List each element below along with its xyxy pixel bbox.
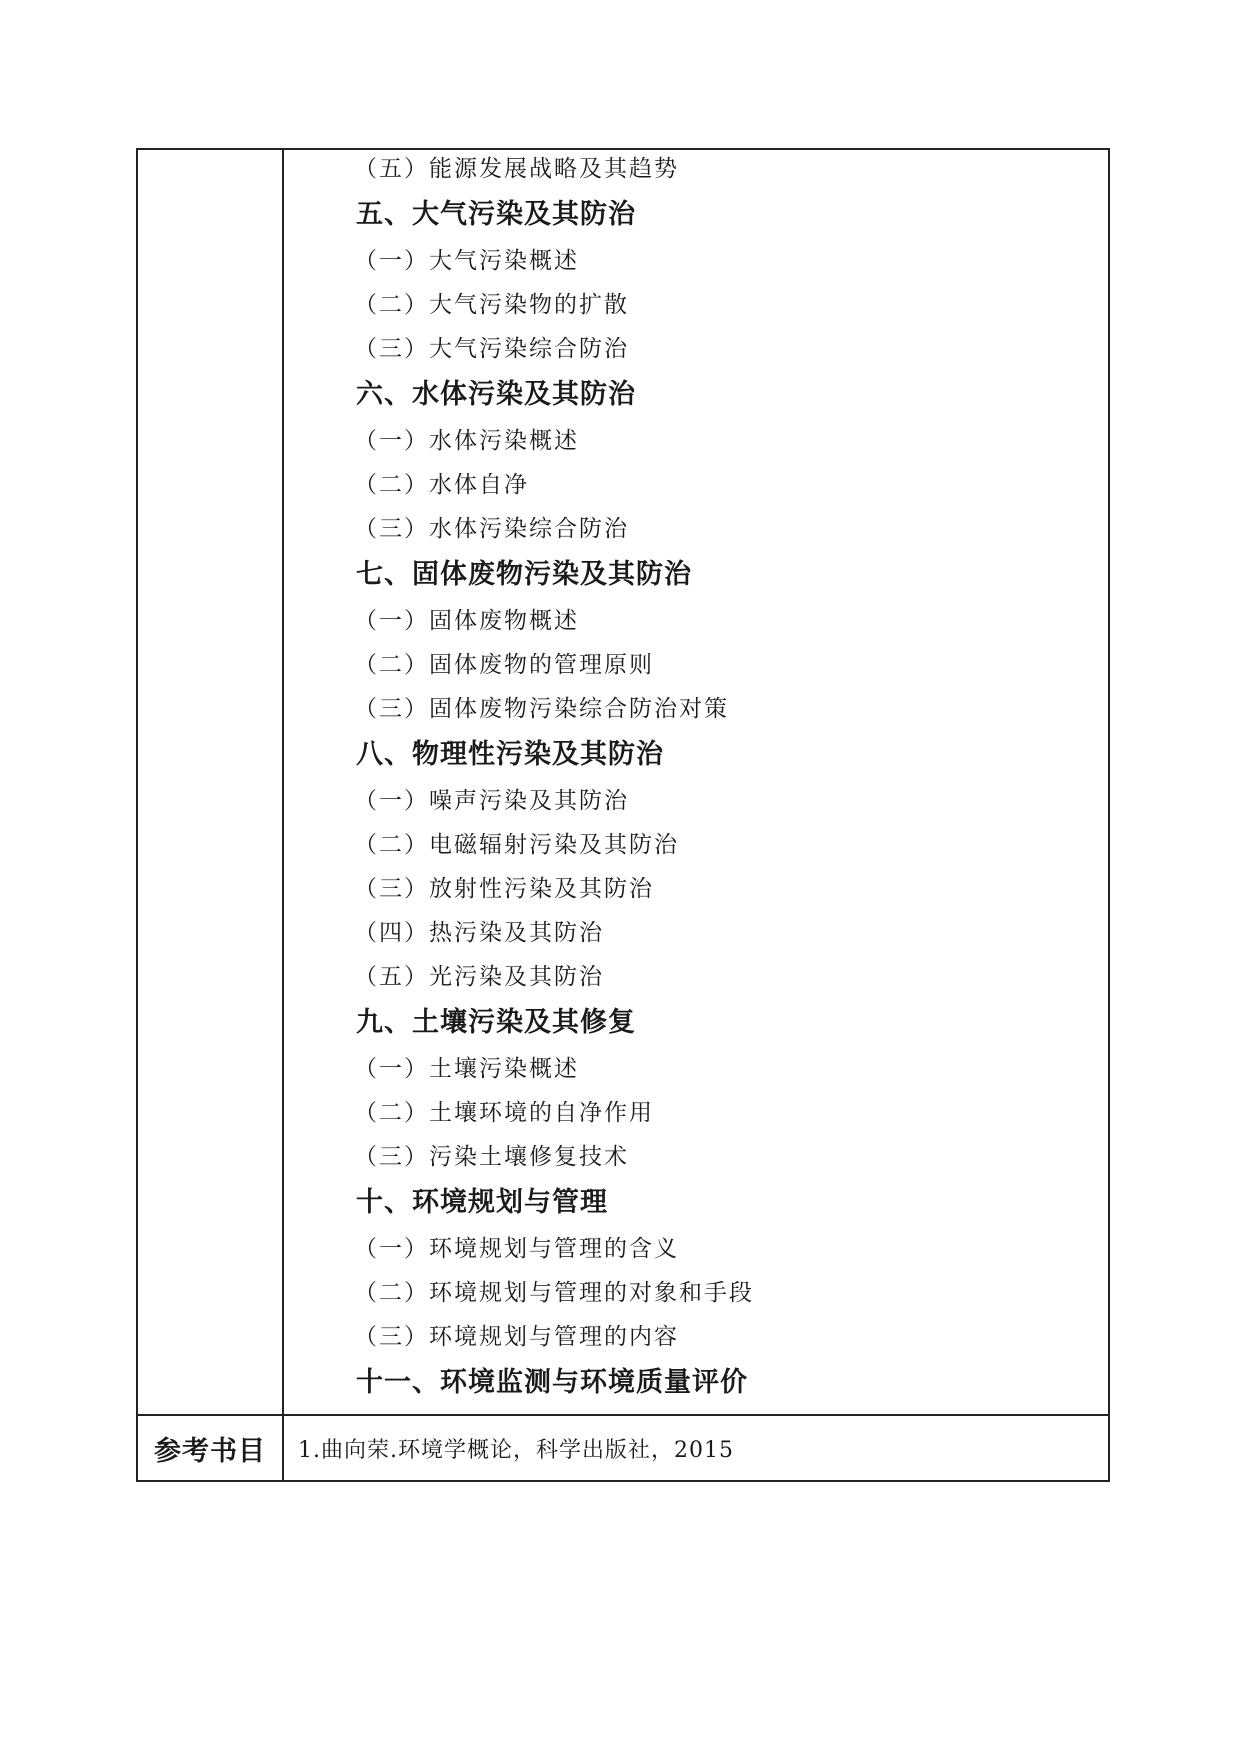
outline-subitem: （一）大气污染概述	[354, 248, 579, 274]
outline-subitem: （三）环境规划与管理的内容	[354, 1324, 679, 1350]
outline-heading: 十一、环境监测与环境质量评价	[356, 1367, 748, 1398]
outline-subitem: （四）热污染及其防治	[354, 920, 604, 946]
outline-subitem: （五）能源发展战略及其趋势	[354, 156, 679, 182]
outline-heading: 九、土壤污染及其修复	[356, 1007, 636, 1038]
outline-subitem: （一）噪声污染及其防治	[354, 788, 629, 814]
outline-subitem: （三）污染土壤修复技术	[354, 1144, 629, 1170]
outline-heading: 七、固体废物污染及其防治	[356, 559, 692, 590]
outline-subitem: （一）水体污染概述	[354, 428, 579, 454]
outline-subitem: （三）大气污染综合防治	[354, 336, 629, 362]
outline-subitem: （二）大气污染物的扩散	[354, 292, 629, 318]
outline-subitem: （二）水体自净	[354, 472, 529, 498]
outline-subitem: （五）光污染及其防治	[354, 964, 604, 990]
reference-item: 1.曲向荣.环境学概论，科学出版社，2015	[298, 1437, 734, 1463]
references-label-cell	[137, 1415, 283, 1481]
outline-heading: 十、环境规划与管理	[356, 1187, 608, 1218]
outline-heading: 八、物理性污染及其防治	[356, 739, 664, 770]
content-row	[137, 149, 1109, 1415]
outline-subitem: （三）固体废物污染综合防治对策	[354, 696, 729, 722]
content-label-cell	[137, 149, 283, 1415]
outline-subitem: （二）环境规划与管理的对象和手段	[354, 1280, 754, 1306]
syllabus-table	[136, 148, 1110, 1482]
outline-heading: 六、水体污染及其防治	[356, 379, 636, 410]
outline-heading: 五、大气污染及其防治	[356, 199, 636, 230]
outline-subitem: （二）土壤环境的自净作用	[354, 1100, 654, 1126]
outline-subitem: （二）固体废物的管理原则	[354, 652, 654, 678]
outline-subitem: （二）电磁辐射污染及其防治	[354, 832, 679, 858]
references-label: 参考书目	[154, 1435, 266, 1467]
outline-subitem: （一）土壤污染概述	[354, 1056, 579, 1082]
references-content-cell	[283, 1415, 1109, 1481]
outline-subitem: （三）放射性污染及其防治	[354, 876, 654, 902]
outline-subitem: （一）环境规划与管理的含义	[354, 1236, 679, 1262]
outline-subitem: （一）固体废物概述	[354, 608, 579, 634]
outline-cell	[283, 149, 1109, 1415]
outline-subitem: （三）水体污染综合防治	[354, 516, 629, 542]
references-row	[137, 1415, 1109, 1481]
